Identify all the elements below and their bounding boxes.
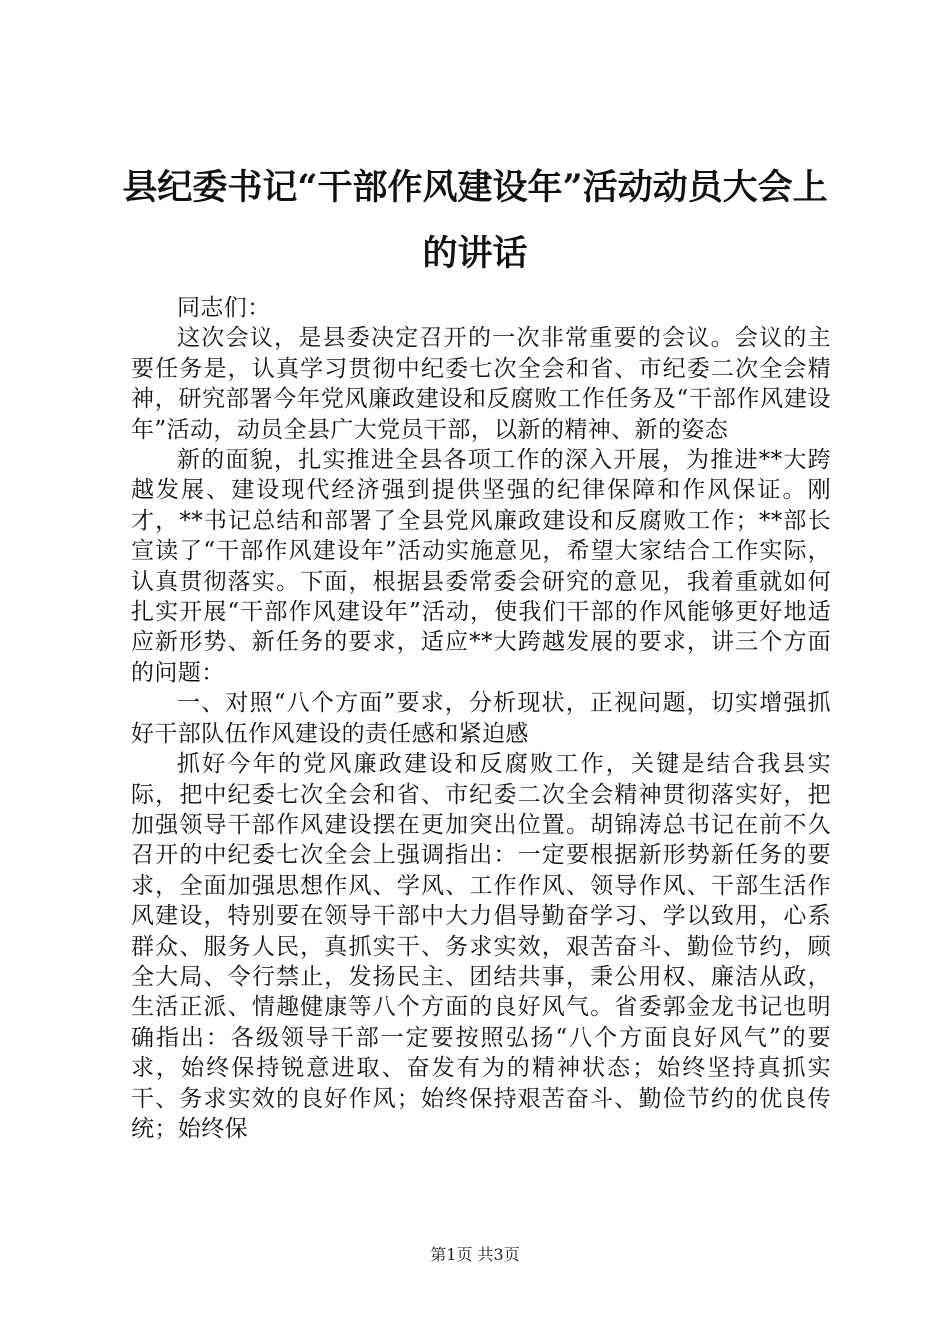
paragraph-salutation: 同志们： bbox=[177, 295, 271, 321]
paragraph-3: 抓好今年的党风廉政建设和反腐败工作，关键是结合我县实际，把中纪委七次全会和省、市纪委二次全会精神贯彻落实好，把加强领导干部作风建设摆在更加突出位置。胡锦涛总书记在前不久召开的中纪委七次全会上强调指出：一定要根据新形势新任务的要求，全面加强思想作风、学风、工作作风、领导作风、干部生活作风建设，特别要在领导干部中大力倡导勤奋学习、学以致用，心系群众、服务人民，真抓实干、务求实效，艰苦奋斗、勤俭节约，顾全大局、令行禁止，发扬民主、团结共事，秉公用权、廉洁从政，生活正派、情趣健康等八个方面的良好风气。省委郭金龙书记也明确指出：各级领导干部一定要按照弘扬“八个方面良好风气”的要求，始终保持锐意进取、奋发有为的精神状态；始终坚持真抓实干、务求实效的良好作风；始终保持艰苦奋斗、勤俭节约的优良传统；始终保 bbox=[131, 751, 831, 1142]
document-body bbox=[131, 293, 831, 1144]
document-title: 县纪委书记“干部作风建设年”活动动员大会上的讲话 bbox=[122, 167, 828, 274]
paragraph-2: 新的面貌，扎实推进全县各项工作的深入开展，为推进**大跨越发展、建设现代经济强到提供坚强的纪律保障和作风保证。刚才，**书记总结和部署了全县党风廉政建设和反腐败工作；**部长宣读了“干部作风建设年”活动实施意见，希望大家结合工作实际，认真贯彻落实。下面，根据县委常委会研究的意见，我着重就如何扎实开展“干部作风建设年”活动，使我们干部的作风能够更好地适应新形势、新任务的要求，适应**大跨越发展的要求，讲三个方面的问题： bbox=[131, 447, 831, 686]
page-number-footer: 第1页 共3页 bbox=[430, 1245, 520, 1264]
section-heading-1: 一、对照“八个方面”要求，分析现状，正视问题，切实增强抓好干部队伍作风建设的责任感和紧迫感 bbox=[131, 690, 831, 747]
paragraph-1: 这次会议，是县委决定召开的一次非常重要的会议。会议的主要任务是，认真学习贯彻中纪委七次全会和省、市纪委二次全会精神，研究部署今年党风廉政建设和反腐败工作任务及“干部作风建设年”活动，动员全县广大党员干部，以新的精神、新的姿态 bbox=[131, 325, 831, 443]
